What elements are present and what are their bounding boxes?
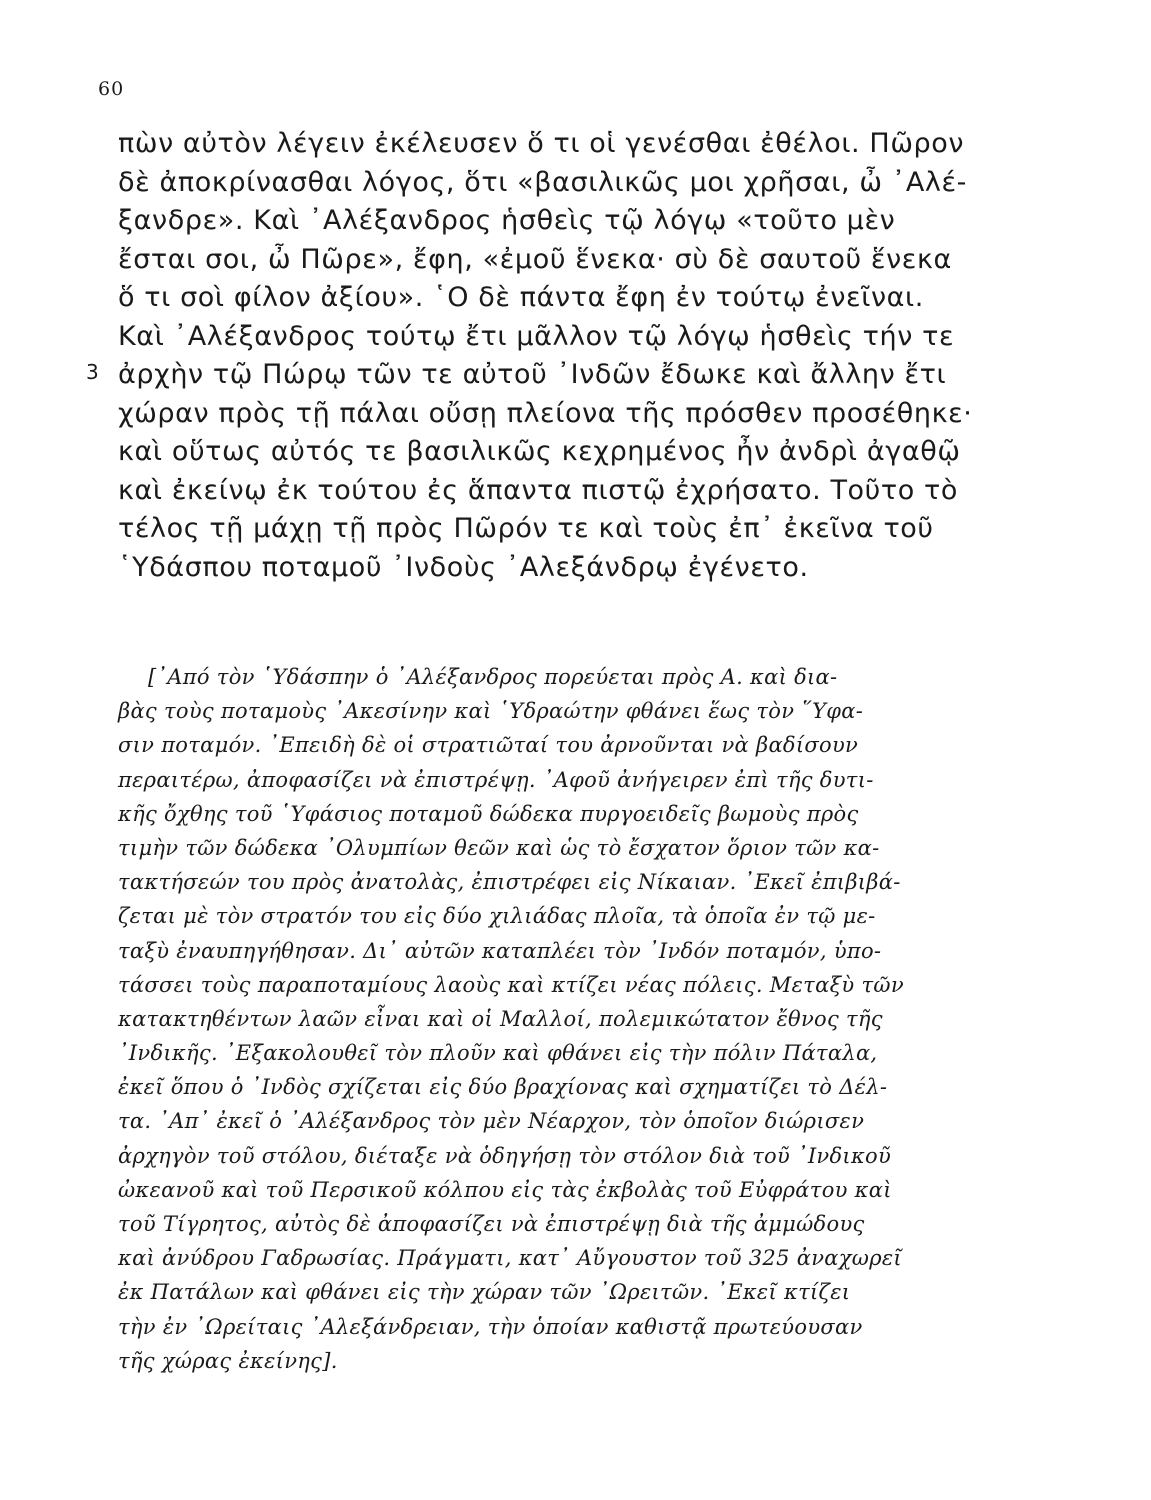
summary-line: κῆς ὄχθης τοῦ ῾Υφάσιος ποταμοῦ δώδεκα πυργοειδεῖς βωμοὺς πρὸς — [118, 801, 859, 826]
summary-line: ταξὺ ἐναυπηγήθησαν. Δι᾿ αὐτῶν καταπλέει τὸν ᾿Ινδόν ποταμόν, ὑπο- — [118, 938, 882, 963]
summary-line: τα. ᾿Απ᾿ ἐκεῖ ὁ ᾿Αλέξανδρος τὸν μὲν Νέαρχον, τὸν ὁποῖον διώρισεν — [118, 1109, 865, 1134]
text-line: καὶ ἐκείνῳ ἐκ τούτου ἐς ἅπαντα πιστῷ ἐχρήσατο. Τοῦτο τὸ — [118, 474, 959, 506]
summary-line: ἐκεῖ ὅπου ὁ ᾿Ινδὸς σχίζεται εἰς δύο βραχίονας καὶ σχηματίζει τὸ Δέλ- — [118, 1075, 888, 1100]
summary-line: κατακτηθέντων λαῶν εἶναι καὶ οἱ Μαλλοί, πολεμικώτατον ἔθνος τῆς — [118, 1006, 883, 1031]
summary-line: ἀρχηγὸν τοῦ στόλου, διέταξε νὰ ὁδηγήσῃ τὸν στόλον διὰ τοῦ ᾿Ινδικοῦ — [118, 1143, 892, 1168]
summary-line: ὠκεανοῦ καὶ τοῦ Περσικοῦ κόλπου εἰς τὰς ἐκβολὰς τοῦ Εὐφράτου καὶ — [118, 1177, 892, 1202]
summary-line: σιν ποταμόν. ᾿Επειδὴ δὲ οἱ στρατιῶταί του ἀρνοῦνται νὰ βαδίσουν — [118, 733, 859, 758]
summary-line: ᾿Ινδικῆς. ᾿Εξακολουθεῖ τὸν πλοῦν καὶ φθάνει εἰς τὴν πόλιν Πάταλα, — [118, 1041, 878, 1066]
summary-line: βὰς τοὺς ποταμοὺς ᾿Ακεσίνην καὶ ῾Υδραώτην φθάνει ἕως τὸν ῞Υφα- — [118, 699, 864, 724]
summary-line: τακτήσεών του πρὸς ἀνατολὰς, ἐπιστρέφει εἰς Νίκαιαν. ᾿Εκεῖ ἐπιβιβά- — [118, 870, 901, 895]
summary-paragraph — [118, 660, 1063, 1378]
text-line: ἀρχὴν τῷ Πώρῳ τῶν τε αὐτοῦ ᾿Ινδῶν ἔδωκε καὶ ἄλλην ἔτι — [118, 359, 947, 390]
text-line: ῾Υδάσπου ποταμοῦ ᾿Ινδοὺς ᾿Αλεξάνδρῳ ἐγένετο. — [118, 551, 809, 583]
page-number: 60 — [98, 78, 125, 100]
summary-line: [᾿Από τὸν ῾Υδάσπην ὁ ᾿Αλέξανδρος πορεύεται πρὸς Α. καὶ δια- — [148, 665, 838, 689]
section-number: 3 — [86, 360, 99, 384]
text-line: καὶ οὕτως αὐτός τε βασιλικῶς κεχρημένος ἦν ἀνδρὶ ἀγαθῷ — [118, 436, 961, 467]
text-line: δὲ ἀποκρίνασθαι λόγος, ὅτι «βασιλικῶς μοι χρῆσαι, ὦ ᾿Αλέ- — [118, 166, 967, 198]
summary-line: ἐκ Πατάλων καὶ φθάνει εἰς τὴν χώραν τῶν ᾿Ωρειτῶν. ᾿Εκεῖ κτίζει — [118, 1280, 851, 1305]
text-line: ὅ τι σοὶ φίλον ἀξίου». ῾Ο δὲ πάντα ἔφη ἐν τούτῳ ἐνεῖναι. — [118, 282, 924, 313]
text-line: πὼν αὐτὸν λέγειν ἐκέλευσεν ὅ τι οἱ γενέσθαι ἐθέλοι. Πῶρον — [118, 128, 965, 159]
text-line: ξανδρε». Καὶ ᾿Αλέξανδρος ἡσθεὶς τῷ λόγῳ «τοῦτο μὲν — [118, 205, 896, 236]
summary-line: τάσσει τοὺς παραποταμίους λαοὺς καὶ κτίζει νέας πόλεις. Μεταξὺ τῶν — [118, 972, 904, 997]
greek-text-block — [118, 125, 1063, 587]
summary-line: τοῦ Τίγρητος, αὐτὸς δὲ ἀποφασίζει νὰ ἐπιστρέψῃ διὰ τῆς ἀμμώδους — [118, 1212, 865, 1236]
summary-line: τῆς χώρας ἐκείνης]. — [118, 1348, 338, 1373]
text-line: Καὶ ᾿Αλέξανδρος τούτῳ ἔτι μᾶλλον τῷ λόγῳ ἡσθεὶς τήν τε — [118, 320, 955, 352]
summary-line: περαιτέρω, ἀποφασίζει νὰ ἐπιστρέψῃ. ᾿Αφοῦ ἀνήγειρεν ἐπὶ τῆς δυτι- — [118, 767, 874, 792]
summary-line: καὶ ἀνύδρου Γαδρωσίας. Πράγματι, κατ᾿ Αὔγουστον τοῦ 325 ἀναχωρεῖ — [118, 1246, 902, 1271]
text-line: χώραν πρὸς τῇ πάλαι οὔσῃ πλείονα τῆς πρόσθεν προσέθηκε· — [118, 397, 973, 429]
summary-line: τὴν ἐν ᾿Ωρείταις ᾿Αλεξάνδρειαν, τὴν ὁποίαν καθιστᾷ πρωτεύουσαν — [118, 1314, 863, 1339]
summary-line: ζεται μὲ τὸν στρατόν του εἰς δύο χιλιάδας πλοῖα, τὰ ὁποῖα ἐν τῷ με- — [118, 904, 876, 929]
text-line: ἔσται σοι, ὦ Πῶρε», ἔφη, «ἐμοῦ ἕνεκα· σὺ δὲ σαυτοῦ ἕνεκα — [118, 243, 952, 275]
text-line: τέλος τῇ μάχῃ τῇ πρὸς Πῶρόν τε καὶ τοὺς ἐπ᾿ ἐκεῖνα τοῦ — [118, 513, 934, 544]
summary-line: τιμὴν τῶν δώδεκα ᾿Ολυμπίων θεῶν καὶ ὡς τὸ ἔσχατον ὅριον τῶν κα- — [118, 835, 880, 860]
